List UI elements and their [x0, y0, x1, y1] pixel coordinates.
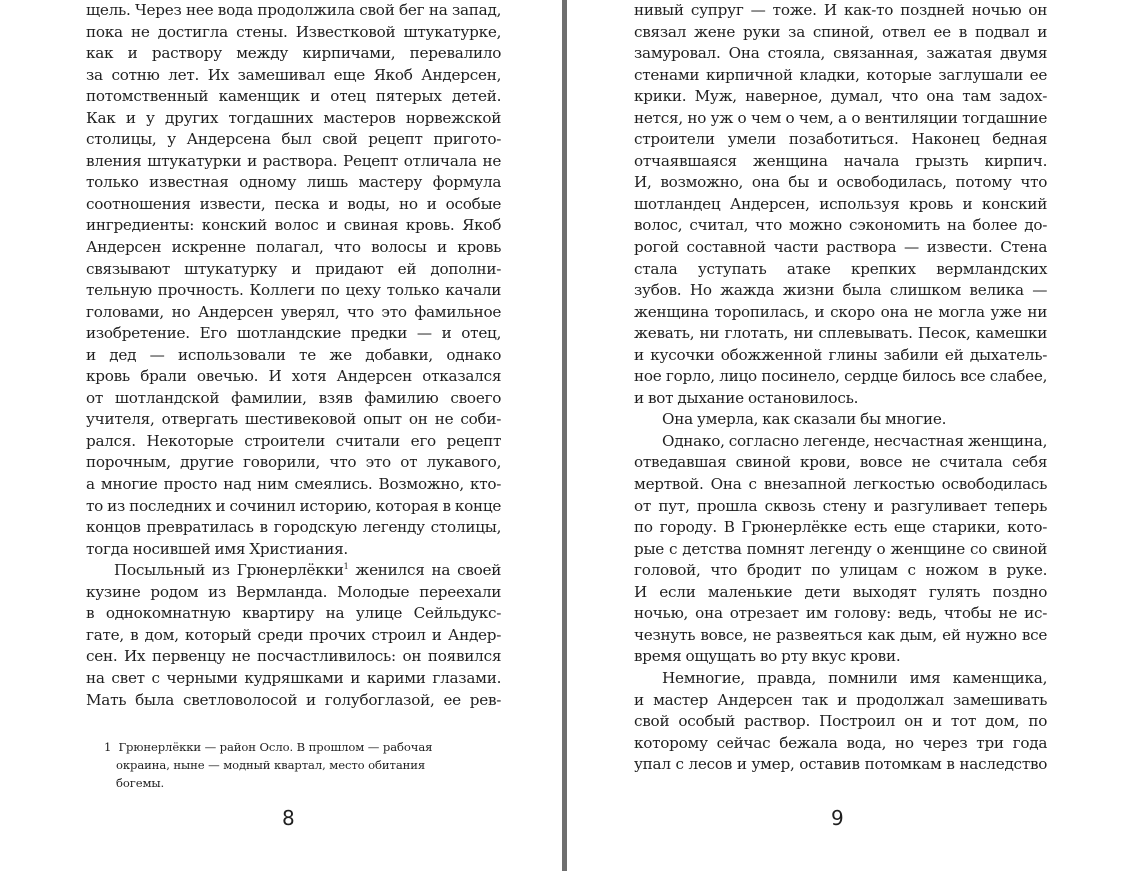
text-line: тельную прочность. Коллеги по цеху только качали [86, 281, 502, 300]
text-line: жевать, ни глотать, ни сплевывать. Песок, камешки [634, 324, 1048, 343]
text-line: рался. Некоторые строители считали его рецепт [86, 431, 502, 450]
text-line: от пут, прошла сквозь стену и разгуливает теперь [634, 496, 1048, 515]
text-line: нивый супруг — тоже. И как-то поздней ночью он [634, 1, 1048, 19]
text-line: ное горло, лицо посинело, сердце билось все слабее, [634, 367, 1048, 386]
text-line: то из последних и сочинил историю, которая в конце [86, 496, 502, 515]
text-line: стала уступать атаке крепких вермландских [634, 259, 1048, 278]
text-line: гате, в дом, который среди прочих строил и Андер- [86, 625, 502, 644]
text-line: И, возможно, она бы и освободилась, потому что [634, 173, 1048, 192]
text-line: рогой составной части раствора — извести. Стена [634, 238, 1048, 257]
text-line: отчаявшаяся женщина начала грызть кирпич. [634, 151, 1048, 170]
text-line: а многие просто над ним смеялись. Возможно, кто- [86, 475, 502, 494]
text-line: Немногие, правда, помнили имя каменщика, [662, 668, 1048, 687]
page-number: 9 [831, 806, 844, 830]
text-line: ингредиенты: конский волос и свиная кровь. Якоб [86, 216, 502, 235]
text-line: по городу. В Грюнерлёкке есть еще старики, кото- [634, 518, 1048, 537]
text-line: Андерсен искренне полагал, что волосы и кровь [86, 238, 502, 257]
text-line: волос, считал, что можно сэкономить на более до- [634, 216, 1048, 235]
text-line: шотландец Андерсен, используя кровь и конский [634, 194, 1048, 213]
text-line: крики. Муж, наверное, думал, что она там задох- [634, 87, 1048, 106]
text-line: Как и у других тогдашних мастеров норвежской [86, 108, 502, 127]
text-line: женщина торопилась, и скоро она не могла уже ни [634, 302, 1048, 321]
text-line: мертвой. Она с внезапной легкостью освободилась [634, 475, 1048, 494]
text-line: щель. Через нее вода продолжила свой бег на запад, [86, 1, 502, 19]
text-line: изобретение. Его шотландские предки — и отец, [86, 324, 502, 343]
text-line: за сотню лет. Их замешивал еще Якоб Андерсен, [86, 65, 502, 84]
text-line: как и раствору между кирпичами, перевалило [86, 44, 502, 63]
text-line: Она умерла, как сказали бы многие. [662, 410, 947, 429]
text-line: упал с лесов и умер, оставив потомкам в наследство [634, 755, 1048, 774]
text-line: свой особый раствор. Построил он и тот дом, по [634, 712, 1048, 731]
text-line: потомственный каменщик и отец пятерых детей. [86, 87, 502, 106]
page-number: 8 [282, 806, 295, 830]
text-line: головой, что бродит по улицам с ножом в руке. [634, 561, 1048, 580]
text-line: кузине родом из Вермланда. Молодые переехали [86, 582, 502, 601]
text-line: Мать была светловолосой и голубоглазой, ее рев- [86, 690, 502, 709]
text-line: стенами кирпичной кладки, которые заглушали ее [634, 65, 1048, 84]
text-line: только известная одному лишь мастеру формула [86, 173, 502, 192]
text-line: которому сейчас бежала вода, но через три года [634, 733, 1048, 752]
text-line: рые с детства помнят легенду о женщине со свиной [634, 539, 1048, 558]
text-line: соотношения извести, песка и воды, но и особые [86, 194, 502, 213]
text-line: кровь брали овечью. И хотя Андерсен отказался [86, 367, 502, 386]
text-line: Однако, согласно легенде, несчастная женщина, [662, 431, 1048, 450]
text-fragment: Посыльный из Грюнерлёкки [114, 561, 344, 580]
text-line: концов превратилась в городскую легенду столицы, [86, 518, 502, 537]
footnote-line: окраина, ныне — модный квартал, место обитания [116, 758, 426, 772]
text-line: в однокомнатную квартиру на улице Сейльдукс- [86, 604, 502, 623]
text-line: время ощущать во рту вкус крови. [634, 647, 901, 666]
text-line: и мастер Андерсен так и продолжал замешивать [634, 690, 1048, 709]
text-line: строители умели позаботиться. Наконец бедная [634, 130, 1048, 149]
text-line: ночью, она отрезает им голову: ведь, чтобы не ис- [634, 604, 1048, 623]
text-line: и кусочки обожженной глины забили ей дыхатель- [634, 345, 1048, 364]
text-line: нется, но уж о чем о чем, а о вентиляции тогдашние [634, 108, 1048, 127]
footnote-line: богемы. [116, 776, 165, 790]
text-line: и дед — использовали те же добавки, однако [86, 345, 502, 364]
text-line: столицы, у Андерсена был свой рецепт пригото- [86, 130, 502, 149]
text-line: отведавшая свиной крови, вовсе не считала себя [634, 453, 1048, 472]
text-line: связал жене руки за спиной, отвел ее в подвал и [634, 22, 1048, 41]
text-line: чезнуть вовсе, не развеяться как дым, ей нужно все [634, 625, 1048, 644]
text-line: вления штукатурки и раствора. Рецепт отличала не [86, 151, 502, 170]
text-line: зубов. Но жажда жизни была слишком велика — [634, 281, 1048, 300]
text-line: пока не достигла стены. Известковой штукатурке, [86, 22, 502, 41]
text-line: замуровал. Она стояла, связанная, зажатая двумя [634, 44, 1048, 63]
footnote-marker: 1 [104, 740, 112, 754]
text-line: на свет с черными кудряшками и карими глазами. [86, 668, 502, 687]
right-page-body [634, 0, 1047, 776]
text-line: тогда носившей имя Христиания. [86, 539, 348, 558]
text-line: от шотландской фамилии, взяв фамилию своего [86, 388, 502, 407]
footnote-line [104, 738, 496, 756]
footnote-reference[interactable]: 1 [343, 562, 349, 572]
text-line: порочным, другие говорили, что это от лукавого, [86, 453, 502, 472]
text-line-with-footnote [86, 560, 501, 582]
book-spine [562, 0, 567, 871]
text-line: учителя, отвергать шестивековой опыт он не соби- [86, 410, 502, 429]
footnote-text: Грюнерлёкки — район Осло. В прошлом — рабочая [118, 740, 433, 754]
left-page-body [86, 0, 501, 711]
text-line: сен. Их первенцу не посчастливилось: он появился [86, 647, 502, 666]
text-line: головами, но Андерсен уверял, что это фамильное [86, 302, 502, 321]
footnote [104, 738, 496, 792]
text-line: связывают штукатурку и придают ей дополни- [86, 259, 502, 278]
text-line: И если маленькие дети выходят гулять поздно [634, 582, 1048, 601]
text-fragment: женился на своей [348, 561, 502, 580]
text-line: и вот дыхание остановилось. [634, 388, 859, 407]
